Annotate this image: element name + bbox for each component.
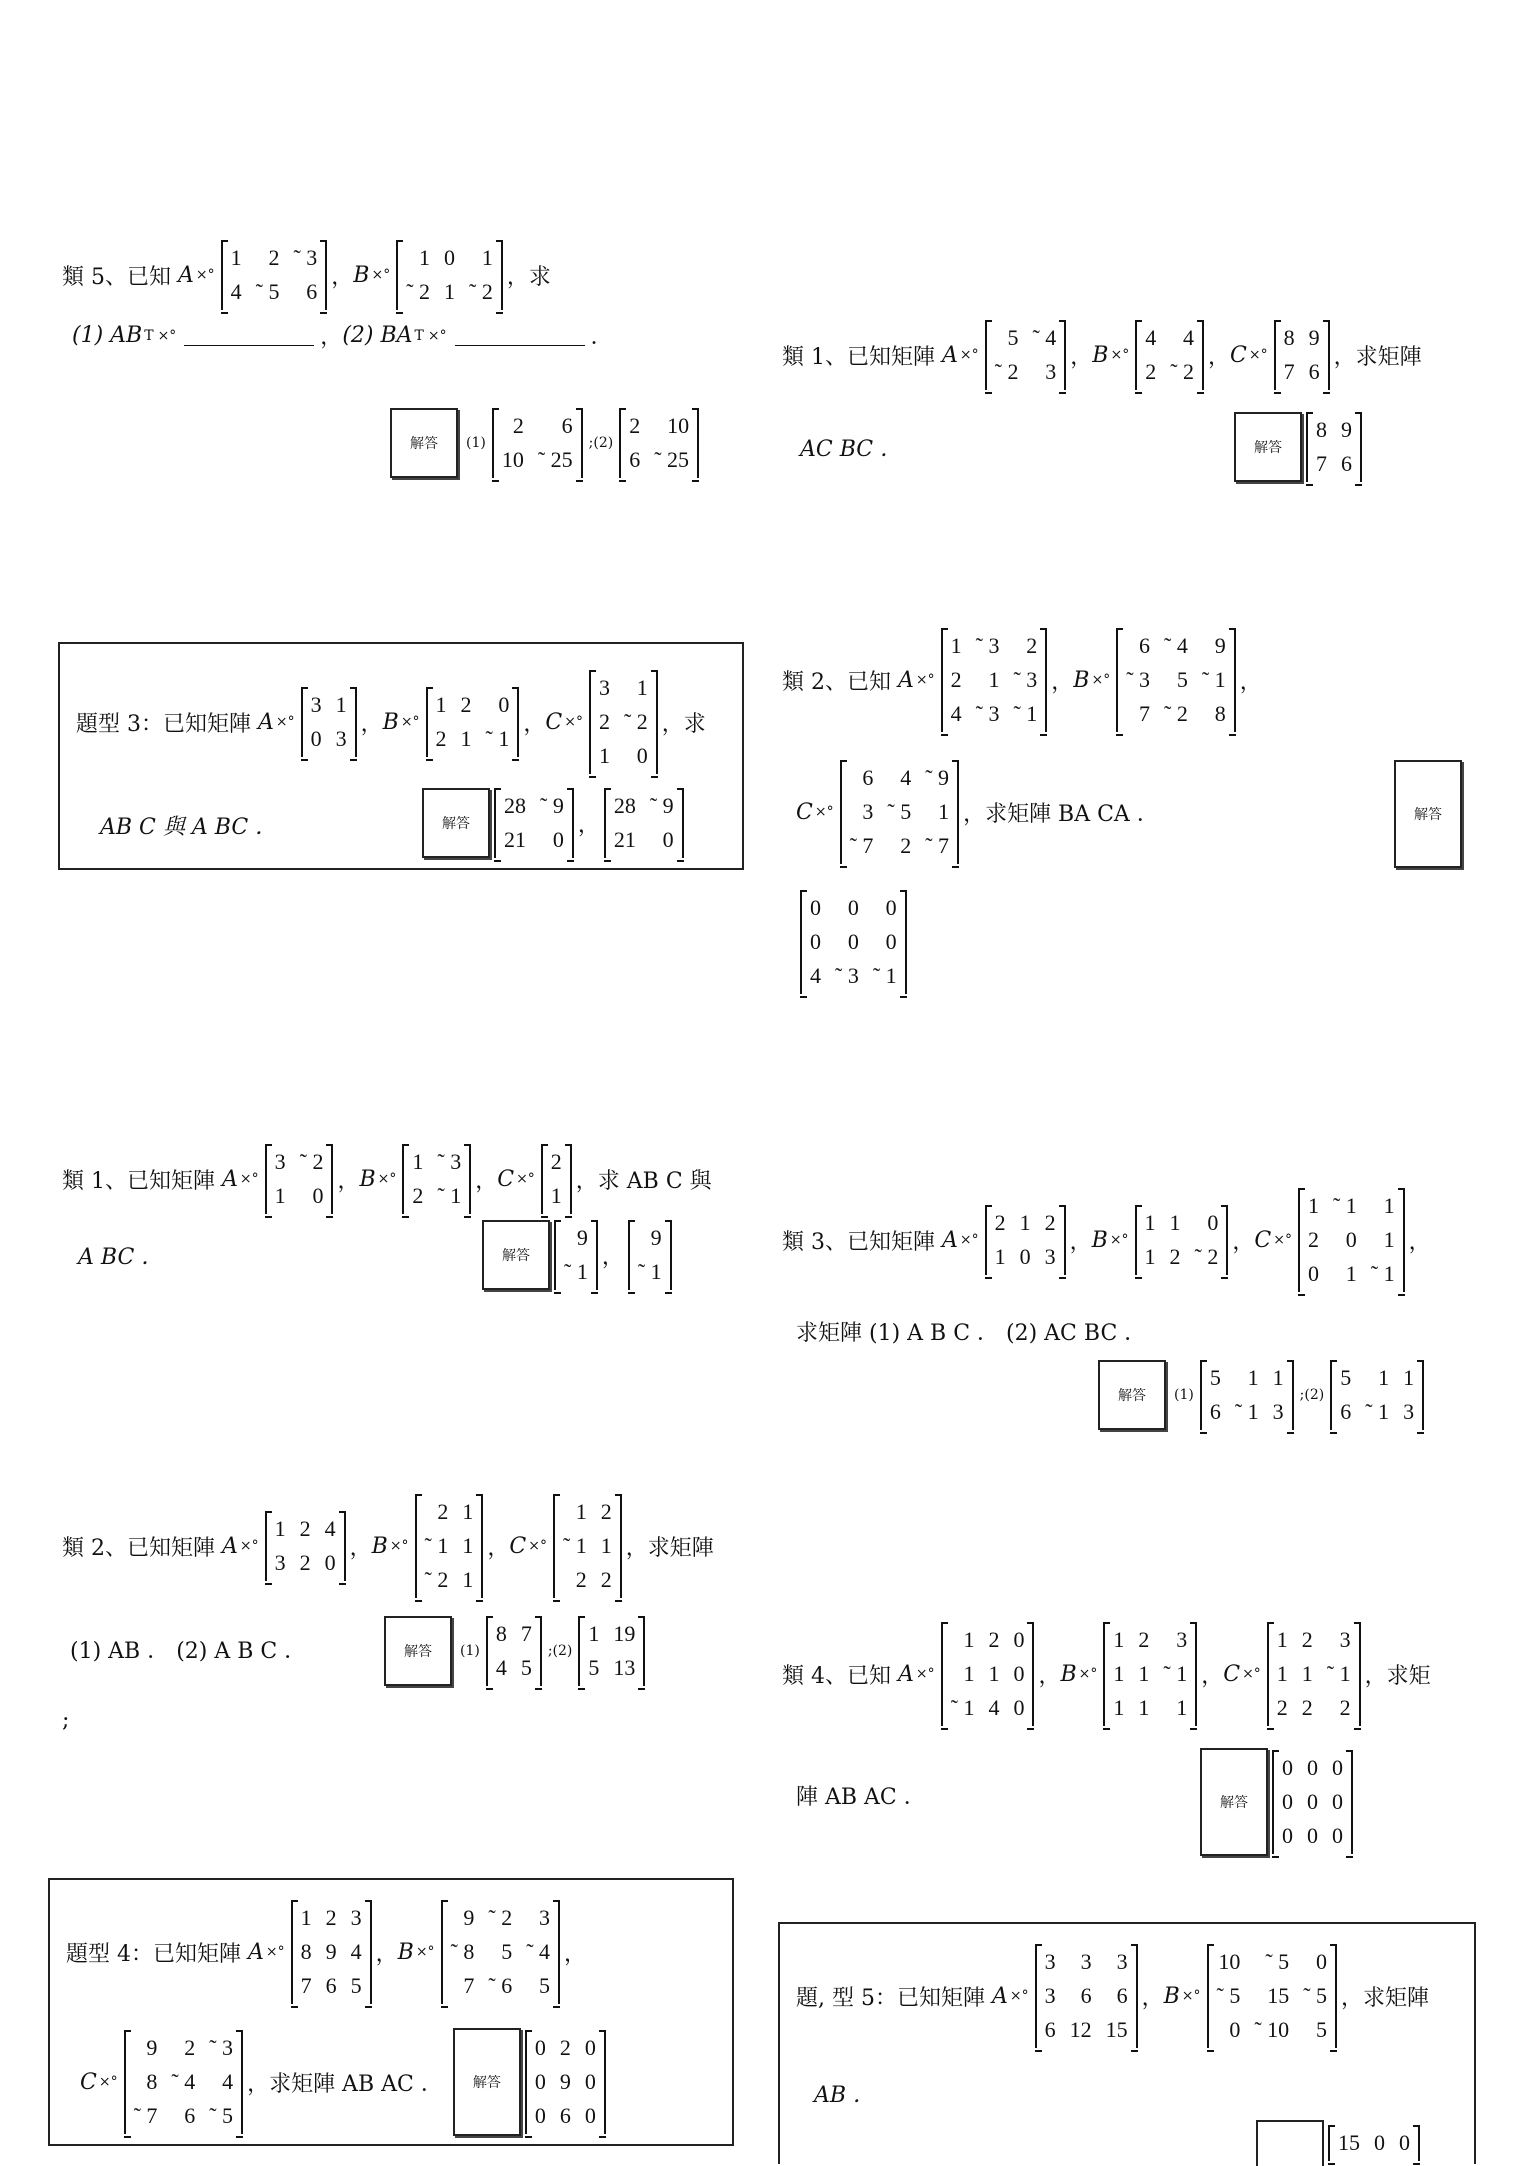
answer-matrix-2: 28 ˜ 9 21 0 [604,788,684,858]
answer-button[interactable]: 解答 [1234,412,1302,482]
matrix-b: 10 ˜ 5 0 ˜ 5 15 ˜ 5 0 ˜ 10 5 [1207,1944,1337,2048]
answer-matrix-1: 8 7 4 5 [486,1616,542,1686]
matrix-b: 6 ˜ 4 9 ˜ 3 5 ˜ 1 7 ˜ 2 8 [1116,628,1235,732]
answer-matrix: 8 9 7 6 [1306,412,1362,482]
answer-button[interactable]: 解答 [1098,1360,1166,1430]
question-line: AB C 與 A BC ． [100,815,278,840]
answer-button-partial[interactable] [1256,2120,1324,2166]
matrix-a: 3 3 3 3 6 6 6 12 15 [1035,1944,1138,2048]
matrix-b: 9 ˜ 2 3 ˜ 8 5 ˜ 4 7 ˜ 6 5 [441,1900,560,2004]
answer-matrix-2: 1 19 5 13 [578,1616,645,1686]
matrix-c: 8 9 7 6 [1274,320,1330,390]
matrix-c: 1 2 3 1 1 ˜ 1 2 2 2 [1267,1622,1361,1726]
matrix-a: 5 ˜ 4 ˜ 2 3 [985,320,1067,390]
question-part-2: (2) BA [342,323,413,348]
matrix-c: 9 2 ˜ 3 8 ˜ 4 4 ˜ 7 6 ˜ 5 [124,2030,243,2134]
matrix-a: 3 ˜ 2 1 0 [265,1144,334,1214]
answer-button[interactable]: 解答 [1394,760,1462,868]
answer-matrix-1: 28 ˜ 9 21 0 [494,788,574,858]
matrix-a: 1 2 ˜ 3 4 ˜ 5 6 [221,240,328,310]
answer-button[interactable]: 解答 [1200,1748,1268,1856]
answer-matrix-2: 5 1 1 6 ˜ 1 3 [1330,1360,1424,1430]
matrix-c: 1 2 ˜ 1 1 2 2 [553,1494,622,1598]
matrix-b: 1 0 1 ˜ 2 1 ˜ 2 [396,240,503,310]
problem-type-4-box: 題型 4：已知矩陣 A ×° 1 2 3 8 9 4 7 6 5 ， B ×° 9 ˜ 2 3 ˜ 8 5 ˜ 4 7 ˜ 6 5 ， C ×° 9 2 ˜ 3 8 ˜ 4 4 ˜ 7 6 ˜ 5 ，求矩陣 AB AC ． 解答 0 2 0 0 9 0 0 6 0 [48,1878,734,2146]
problem-prefix: 類 5、已知 [62,264,171,290]
answer-button[interactable]: 解答 [482,1220,550,1290]
matrix-b: 4 4 2 ˜ 2 [1135,320,1204,390]
ask-text: ，求 [506,264,551,290]
question-line: AC BC ． [800,437,903,462]
answer-matrix: 0 0 0 0 0 0 0 0 0 [1272,1750,1353,1854]
problem-type-3-box: 題型 3：已知矩陣 A ×° 3 1 0 3 ， B ×° 1 2 0 2 1 ˜ 1 ， C ×° 3 1 2 ˜ 2 1 0 ，求 AB C 與 A BC ． 解答 28 ˜ 9 21 0 ， 28 ˜ 9 21 0 [58,642,744,870]
answer-matrix-1: 5 1 1 6 ˜ 1 3 [1200,1360,1294,1430]
answer-matrix-2: 9 ˜ 1 [628,1220,672,1290]
matrix-a: 1 2 0 1 1 0 ˜ 1 4 0 [941,1622,1035,1726]
answer-button[interactable]: 解答 [390,408,458,478]
answer-matrix-partial: 15 0 0 [1328,2125,1420,2161]
answer-matrix: 0 0 0 0 0 0 4 ˜ 3 ˜ 1 [800,890,907,994]
question-line: 求矩陣 (1) A B C ． (2) AC BC ． [796,1321,1147,1346]
matrix-b: 1 1 0 1 2 ˜ 2 [1135,1205,1229,1275]
question-line: AB ． [814,2083,876,2108]
matrix-a: 2 1 2 1 0 3 [985,1205,1066,1275]
problem-type-5-box: 題, 型 5：已知矩陣 A ×° 3 3 3 3 6 6 6 12 15 ， B ×° 10 ˜ 5 0 ˜ 5 15 ˜ 5 0 ˜ 10 5 ，求矩陣 AB ． 15 0 0 [778,1922,1476,2164]
answer-matrix-1: 9 ˜ 1 [554,1220,598,1290]
question-line: (1) AB ． (2) A B C ． [70,1639,307,1664]
answer-button[interactable]: 解答 [453,2028,521,2136]
question-line: 陣 AB AC ． [796,1785,926,1810]
matrix-c: 1 ˜ 1 1 2 0 1 0 1 ˜ 1 [1298,1188,1405,1292]
stray-semicolon: ; [62,1708,70,1733]
matrix-c: 2 1 [541,1144,572,1214]
matrix-c: 3 1 2 ˜ 2 1 0 [589,670,658,774]
question-line: A BC ． [78,1245,164,1270]
answer-button[interactable]: 解答 [422,788,490,858]
answer-blank-1[interactable] [184,325,314,346]
matrix-b: 2 1 ˜ 1 1 ˜ 2 1 [415,1494,484,1598]
matrix-a: 1 ˜ 3 2 2 1 ˜ 3 4 ˜ 3 ˜ 1 [941,628,1048,732]
answer-matrix-2: 2 10 6 ˜ 25 [619,408,699,478]
matrix-b: 1 ˜ 3 2 ˜ 1 [402,1144,471,1214]
question-part-1: (1) AB [72,323,143,348]
matrix-a: 1 2 3 8 9 4 7 6 5 [291,1900,372,2004]
matrix-b: 1 2 0 2 1 ˜ 1 [426,687,520,757]
matrix-b: 1 2 3 1 1 ˜ 1 1 1 1 [1103,1622,1197,1726]
answer-matrix-1: 2 6 10 ˜ 25 [492,408,583,478]
matrix-c: 6 4 ˜ 9 3 ˜ 5 1 ˜ 7 2 ˜ 7 [840,760,959,864]
matrix-a: 3 1 0 3 [301,687,357,757]
matrix-a: 1 2 4 3 2 0 [265,1511,346,1581]
answer-matrix: 0 2 0 0 9 0 0 6 0 [525,2030,606,2134]
answer-button[interactable]: 解答 [384,1616,452,1686]
answer-blank-2[interactable] [455,325,585,346]
